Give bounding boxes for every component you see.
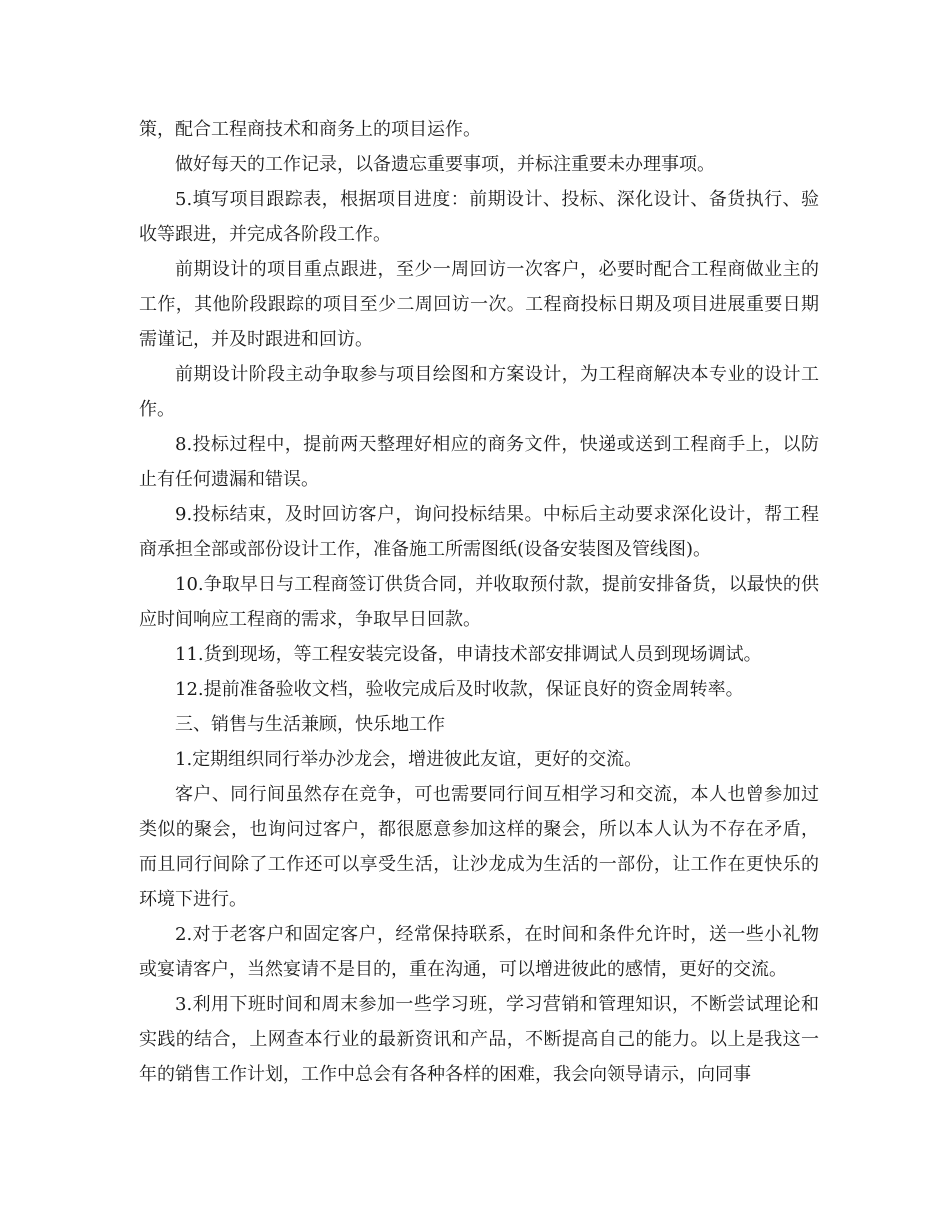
paragraph-salon-explanation: 客户、同行间虽然存在竞争，可也需要同行间互相学习和交流，本人也曾参加过类似的聚会，也询问过客户，都很愿意参加这样的聚会，所以本人认为不存在矛盾，而且同行间除了工作还可以享受生活，让沙龙成为生活的一部份，让工作在更快乐的环境下进行。 (139, 784, 819, 910)
paragraph-design-followup: 前期设计的项目重点跟进，至少一周回访一次客户，必要时配合工程商做业主的工作，其他阶段跟踪的项目至少二周回访一次。工程商投标日期及项目进展重要日期需谨记，并及时跟进和回访。 (139, 259, 819, 350)
paragraph-design-participation: 前期设计阶段主动争取参与项目绘图和方案设计，为工程商解决本专业的设计工作。 (139, 364, 819, 420)
paragraph-work-log: 做好每天的工作记录，以备遗忘重要事项，并标注重要未办理事项。 (175, 154, 715, 175)
paragraph-item-11: 11.货到现场，等工程安装完设备，申请技术部安排调试人员到现场调试。 (175, 644, 762, 665)
paragraph-section3-item-1: 1.定期组织同行举办沙龙会，增进彼此友谊，更好的交流。 (175, 749, 643, 770)
paragraph-continuation: 策，配合工程商技术和商务上的项目运作。 (139, 119, 481, 140)
paragraph-item-8: 8.投标过程中，提前两天整理好相应的商务文件，快递或送到工程商手上，以防止有任何遗漏和错误。 (139, 434, 819, 490)
document-page (139, 112, 819, 1092)
paragraph-section3-item-2: 2.对于老客户和固定客户，经常保持联系，在时间和条件允许时，送一些小礼物或宴请客户，当然宴请不是目的，重在沟通，可以增进彼此的感情，更好的交流。 (139, 924, 819, 980)
paragraph-item-12: 12.提前准备验收文档，验收完成后及时收款，保证良好的资金周转率。 (175, 679, 744, 700)
section-heading-3: 三、销售与生活兼顾，快乐地工作 (175, 714, 445, 735)
paragraph-item-10: 10.争取早日与工程商签订供货合同，并收取预付款，提前安排备货，以最快的供应时间响应工程商的需求，争取早日回款。 (139, 574, 819, 630)
paragraph-item-9: 9.投标结束，及时回访客户，询问投标结果。中标后主动要求深化设计，帮工程商承担全部或部份设计工作，准备施工所需图纸(设备安装图及管线图)。 (139, 504, 819, 560)
paragraph-item-5: 5.填写项目跟踪表，根据项目进度：前期设计、投标、深化设计、备货执行、验收等跟进，并完成各阶段工作。 (139, 189, 819, 245)
paragraph-section3-item-3: 3.利用下班时间和周末参加一些学习班，学习营销和管理知识，不断尝试理论和实践的结合，上网查本行业的最新资讯和产品，不断提高自己的能力。以上是我这一年的销售工作计划，工作中总会有各种各样的困难，我会向领导请示，向同事 (139, 994, 819, 1085)
